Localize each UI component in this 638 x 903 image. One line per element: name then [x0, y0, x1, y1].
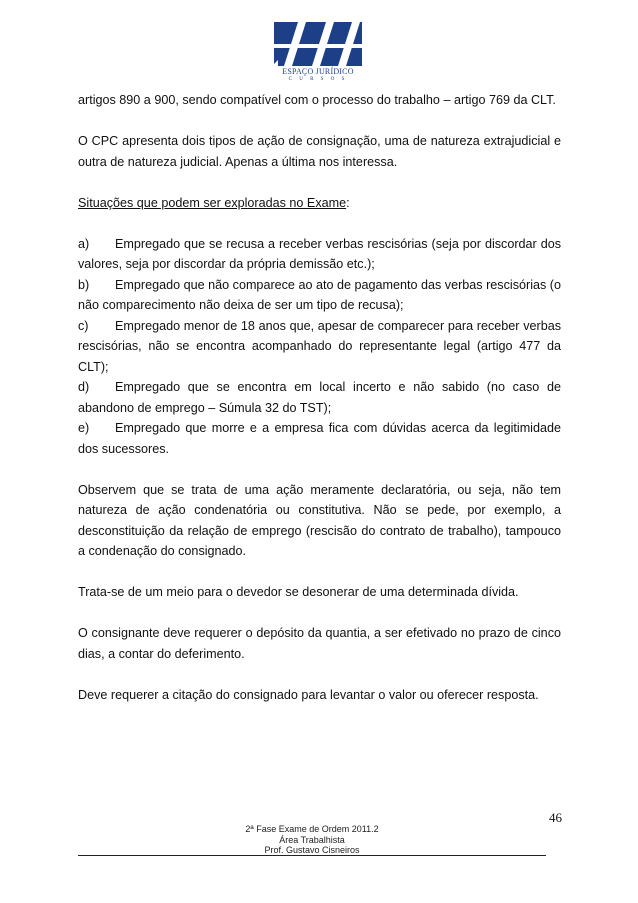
- footer-exam: 2ª Fase Exame de Ordem 2011.2: [245, 824, 379, 834]
- footer-professor: Prof. Gustavo Cisneiros: [264, 845, 360, 855]
- logo-subtext: C U R S O S: [288, 77, 348, 82]
- section-heading-text: Situações que podem ser exploradas no Exame: [78, 195, 347, 210]
- paragraph-deposit: O consignante deve requerer o depósito da quantia, a ser efetivado no prazo de cinco dias, a contar do deferimento.: [78, 626, 561, 661]
- paragraph-means: Trata-se de um meio para o devedor se desonerar de uma determinada dívida.: [78, 585, 519, 599]
- list-item: b) Empregado que não comparece ao ato de pagamento das verbas rescisórias (o não comparecimento não deixa de ser um tipo de recusa);: [78, 277, 561, 312]
- page-footer: [78, 824, 546, 856]
- document-body: [78, 90, 561, 705]
- paragraph-citation: Deve requerer a citação do consignado para levantar o valor ou oferecer resposta.: [78, 687, 539, 702]
- footer-divider: [78, 855, 546, 856]
- paragraph-intro: artigos 890 a 900, sendo compatível com o processo do trabalho – artigo 769 da CLT.: [78, 93, 556, 107]
- logo-text: ESPAÇO JURÍDICO: [282, 67, 354, 76]
- list-item: c) Empregado menor de 18 anos que, apesar de comparecer para receber verbas rescisórias, não se encontra acompanhado do representante legal (artigo 477 da CLT);: [78, 318, 561, 374]
- situations-list: [78, 234, 561, 460]
- footer-area: Área Trabalhista: [279, 834, 345, 845]
- list-item: e) Empregado que morre e a empresa fica com dúvidas acerca da legitimidade dos sucessores.: [78, 421, 561, 456]
- section-heading: Situações que podem ser exploradas no Exame:: [78, 195, 350, 210]
- paragraph-declaratory: Observem que se trata de uma ação meramente declaratória, ou seja, não tem natureza de ação condenatória ou constitutiva. Não se pede, por exemplo, a desconstituição da relação de emprego (rescisão do contrato de trabalho), tampouco a condenação do consignado.: [78, 482, 561, 558]
- list-item: d) Empregado que se encontra em local incerto e não sabido (no caso de abandono de emprego – Súmula 32 do TST);: [78, 380, 561, 415]
- page-number: 46: [549, 810, 562, 825]
- paragraph-cpc: O CPC apresenta dois tipos de ação de consignação, uma de natureza extrajudicial e outra de natureza judicial. Apenas a última nos interessa.: [78, 134, 561, 169]
- list-item: a) Empregado que se recusa a receber verbas rescisórias (seja por discordar dos valores, seja por discordar da própria demissão etc.);: [78, 236, 561, 271]
